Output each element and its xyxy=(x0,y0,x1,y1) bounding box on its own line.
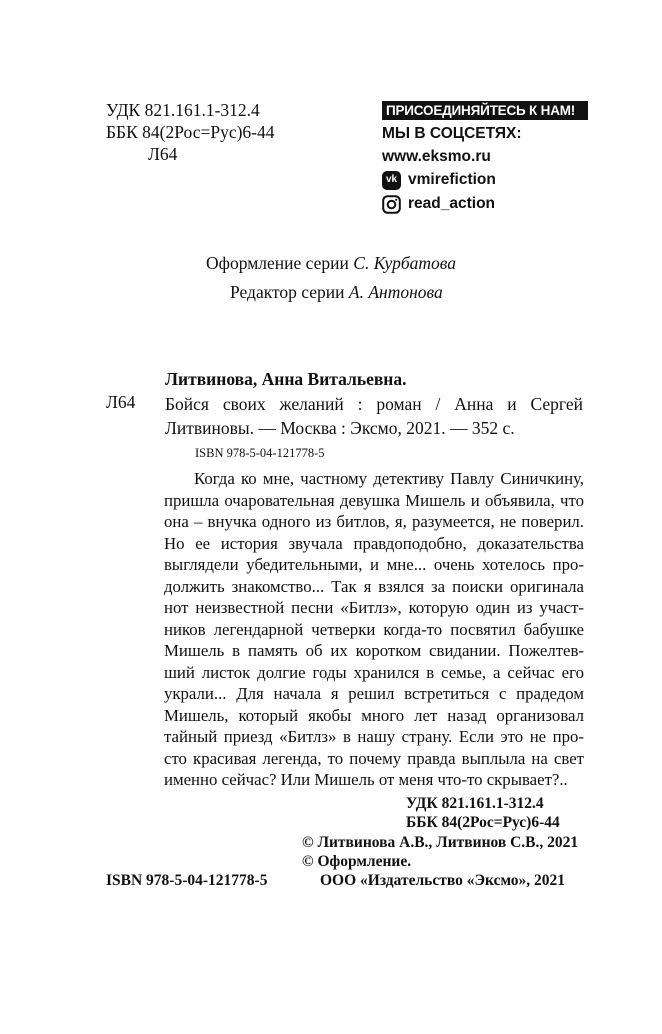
vk-handle: vmirefiction xyxy=(408,171,496,188)
bbk-code: ББК 84(2Рос=Рус)6-44 xyxy=(106,122,275,142)
bottom-bbk: ББК 84(2Рос=Рус)6-44 xyxy=(406,814,560,831)
series-editor-credit xyxy=(230,282,443,303)
record-author: Литвинова, Анна Витальевна. xyxy=(165,369,407,389)
annotation-line: выглядели убедительными, и мне... очень хотелось про- xyxy=(164,555,584,574)
annotation xyxy=(164,468,584,791)
udk-code: УДК 821.161.1-312.4 xyxy=(106,100,260,120)
annotation-line: сто красивая легенда, то почему правда выплыла на свет xyxy=(164,748,584,768)
vk-link[interactable] xyxy=(382,168,588,192)
record-description xyxy=(165,392,583,440)
annotation-line: Мишель, который якобы много лет назад организовал xyxy=(164,705,584,725)
annotation-line: Но ее история звучала правдоподобно, доказательства xyxy=(164,533,584,553)
author-mark: Л64 xyxy=(148,144,178,164)
annotation-line: ший листок долгие годы хранился в семье, а сейчас его xyxy=(164,662,584,682)
record-desc-line: Бойся своих желаний : роман / Анна и Сергей xyxy=(165,394,583,414)
copyright-publisher: ООО «Издательство «Эксмо», 2021 xyxy=(320,872,566,889)
record-isbn: ISBN 978-5-04-121778-5 xyxy=(195,446,325,460)
record-desc-line: Литвиновы. — Москва : Эксмо, 2021. — 352 с. xyxy=(165,418,515,438)
bottom-udk: УДК 821.161.1-312.4 xyxy=(406,795,544,812)
social-promo xyxy=(382,101,588,216)
annotation-line: нот неизвестной песни «Битлз», которую один из участ- xyxy=(164,598,584,617)
record-code: Л64 xyxy=(106,392,136,412)
series-design-credit xyxy=(206,253,456,274)
series-design-name: С. Курбатова xyxy=(353,253,457,273)
vk-icon: vk xyxy=(382,171,401,190)
annotation-line: должить знакомство... Так я взялся за поиски оригинала xyxy=(164,576,584,596)
instagram-handle: read_action xyxy=(408,195,496,212)
annotation-line: она – внучка одного из битлов, я, разумеется, не поверил. xyxy=(164,512,584,531)
annotation-line: именно сейчас? Или Мишель от меня что-то скрывает?.. xyxy=(164,770,568,789)
promo-site-link[interactable]: www.eksmo.ru xyxy=(382,148,491,165)
instagram-icon xyxy=(382,195,401,214)
annotation-line: Мишель в память об их коротком свидании. Пожелтев- xyxy=(164,641,584,660)
copyright-authors: © Литвинова А.В., Литвинов С.В., 2021 xyxy=(302,834,579,851)
annotation-line: ников легендарной четверки когда-то посвятил бабушке xyxy=(164,619,584,639)
annotation-line: украли... Для начала я решил встретиться с прадедом xyxy=(164,684,584,703)
main-isbn: ISBN 978-5-04-121778-5 xyxy=(106,872,268,889)
series-editor-label: Редактор серии xyxy=(230,282,349,302)
annotation-line: тайный приезд «Битлз» в нашу страну. Если это не про- xyxy=(164,727,584,746)
instagram-link[interactable] xyxy=(382,192,588,216)
series-editor-name: А. Антонова xyxy=(348,282,443,302)
promo-subtitle: МЫ В СОЦСЕТЯХ: xyxy=(382,125,522,142)
series-design-label: Оформление серии xyxy=(206,253,354,273)
annotation-line: Когда ко мне, частному детективу Павлу Синичкину, xyxy=(194,469,584,488)
promo-banner: ПРИСОЕДИНЯЙТЕСЬ К НАМ! xyxy=(382,101,588,120)
annotation-line: пришла очаровательная девушка Мишель и объявила, что xyxy=(164,490,584,510)
copyright-design: © Оформление. xyxy=(302,853,412,870)
